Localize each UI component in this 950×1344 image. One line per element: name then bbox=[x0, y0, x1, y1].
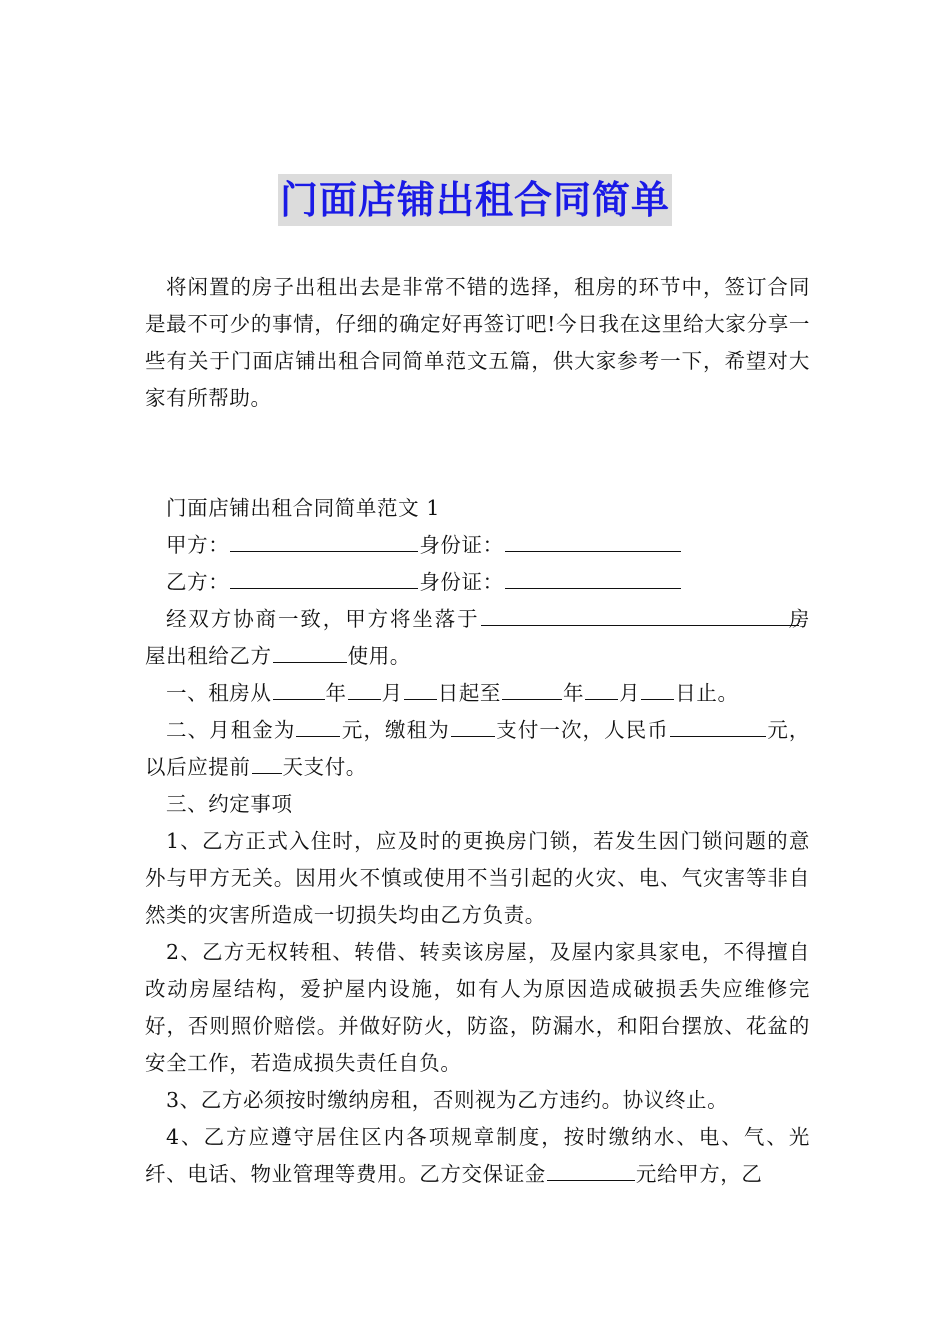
party-a-id-blank bbox=[505, 529, 681, 552]
rent-days-blank bbox=[252, 751, 282, 774]
clause-4 bbox=[145, 1119, 810, 1193]
term-day-from: 日起至 bbox=[437, 681, 502, 705]
location-blank-cont bbox=[779, 603, 787, 626]
term-prefix: 一、租房从 bbox=[166, 681, 272, 705]
rent-pay-once: 支付一次，人民币 bbox=[495, 718, 669, 742]
clause-4-pre: 4、乙方应遵守居住区内各项规章制度，按时缴纳水、电、气、光纤、电话、物业管理等费用。乙方交保证金 bbox=[145, 1125, 810, 1186]
rent-amount-blank bbox=[296, 714, 340, 737]
party-a-line bbox=[145, 527, 810, 564]
party-a-label: 甲方： bbox=[166, 533, 230, 557]
intro-section bbox=[145, 269, 810, 417]
party-b-blank bbox=[230, 566, 418, 589]
location-use: 使用。 bbox=[347, 644, 411, 668]
party-a-id-label: 身份证： bbox=[419, 533, 504, 557]
party-b-label: 乙方： bbox=[166, 570, 230, 594]
document-title: 门面店铺出租合同简单 bbox=[278, 174, 672, 226]
term-year-label: 年 bbox=[325, 681, 347, 705]
clause-2: 2、乙方无权转租、转借、转卖该房屋，及屋内家具家电，不得擅自改动房屋结构，爱护屋内设施，如有人为原因造成破损丢失应维修完好，否则照价赔偿。并做好防火，防盗，防漏水，和阳台摆放、花盆的安全工作，若造成损失责任自负。 bbox=[145, 940, 810, 1075]
location-paragraph bbox=[145, 601, 810, 675]
term-start-day-blank bbox=[404, 677, 437, 700]
party-b-line bbox=[145, 564, 810, 601]
term-end-day-blank bbox=[641, 677, 674, 700]
rent-rmb-blank bbox=[670, 714, 766, 737]
intro-paragraph: 将闲置的房子出租出去是非常不错的选择，租房的环节中，签订合同是最不可少的事情，仔细的确定好再签订吧!今日我在这里给大家分享一些有关于门面店铺出租合同简单范文五篇，供大家参考一下，希望对大家有所帮助。 bbox=[145, 275, 810, 410]
term-start-year-blank bbox=[273, 677, 325, 700]
section-title: 门面店铺出租合同简单范文 1 bbox=[166, 496, 440, 520]
term-end-year-label: 年 bbox=[563, 681, 585, 705]
location-pre: 经双方协商一致，甲方将坐落于 bbox=[166, 607, 480, 631]
title-container bbox=[0, 174, 950, 226]
clause-1: 1、乙方正式入住时，应及时的更换房门锁，若发生因门锁问题的意外与甲方无关。因用火不慎或使用不当引起的火灾、电、气灾害等非自然类的灾害所造成一切损失均由乙方负责。 bbox=[145, 829, 810, 927]
clause-4-post: 元给甲方，乙 bbox=[635, 1162, 763, 1186]
term-day-end: 日止。 bbox=[675, 681, 739, 705]
rent-period-blank bbox=[451, 714, 495, 737]
term-end-year-blank bbox=[502, 677, 562, 700]
deposit-blank bbox=[547, 1158, 635, 1181]
location-blank bbox=[481, 603, 799, 626]
clause-3: 3、乙方必须按时缴纳房租，否则视为乙方违约。协议终止。 bbox=[166, 1088, 729, 1112]
term-month-label: 月 bbox=[381, 681, 403, 705]
rent-yuan: 元，缴租为 bbox=[341, 718, 450, 742]
rent-prefix: 二、月租金为 bbox=[166, 718, 296, 742]
term-line bbox=[145, 675, 810, 712]
rent-line2-pre: 以后应提前 bbox=[145, 755, 251, 779]
contract-section bbox=[145, 490, 810, 1193]
party-b-id-blank bbox=[505, 566, 681, 589]
rent-line2-post: 天支付。 bbox=[282, 755, 367, 779]
term-end-month-blank bbox=[585, 677, 618, 700]
term-start-month-blank bbox=[348, 677, 381, 700]
agreements-heading: 三、约定事项 bbox=[166, 792, 293, 816]
location-post: 房屋出租给乙方 bbox=[145, 607, 810, 668]
rent-paragraph bbox=[145, 712, 810, 786]
user-blank bbox=[273, 640, 347, 663]
term-end-month-label: 月 bbox=[619, 681, 641, 705]
party-b-id-label: 身份证： bbox=[419, 570, 504, 594]
party-a-blank bbox=[230, 529, 418, 552]
rent-yuan-comma: 元， bbox=[766, 718, 810, 742]
